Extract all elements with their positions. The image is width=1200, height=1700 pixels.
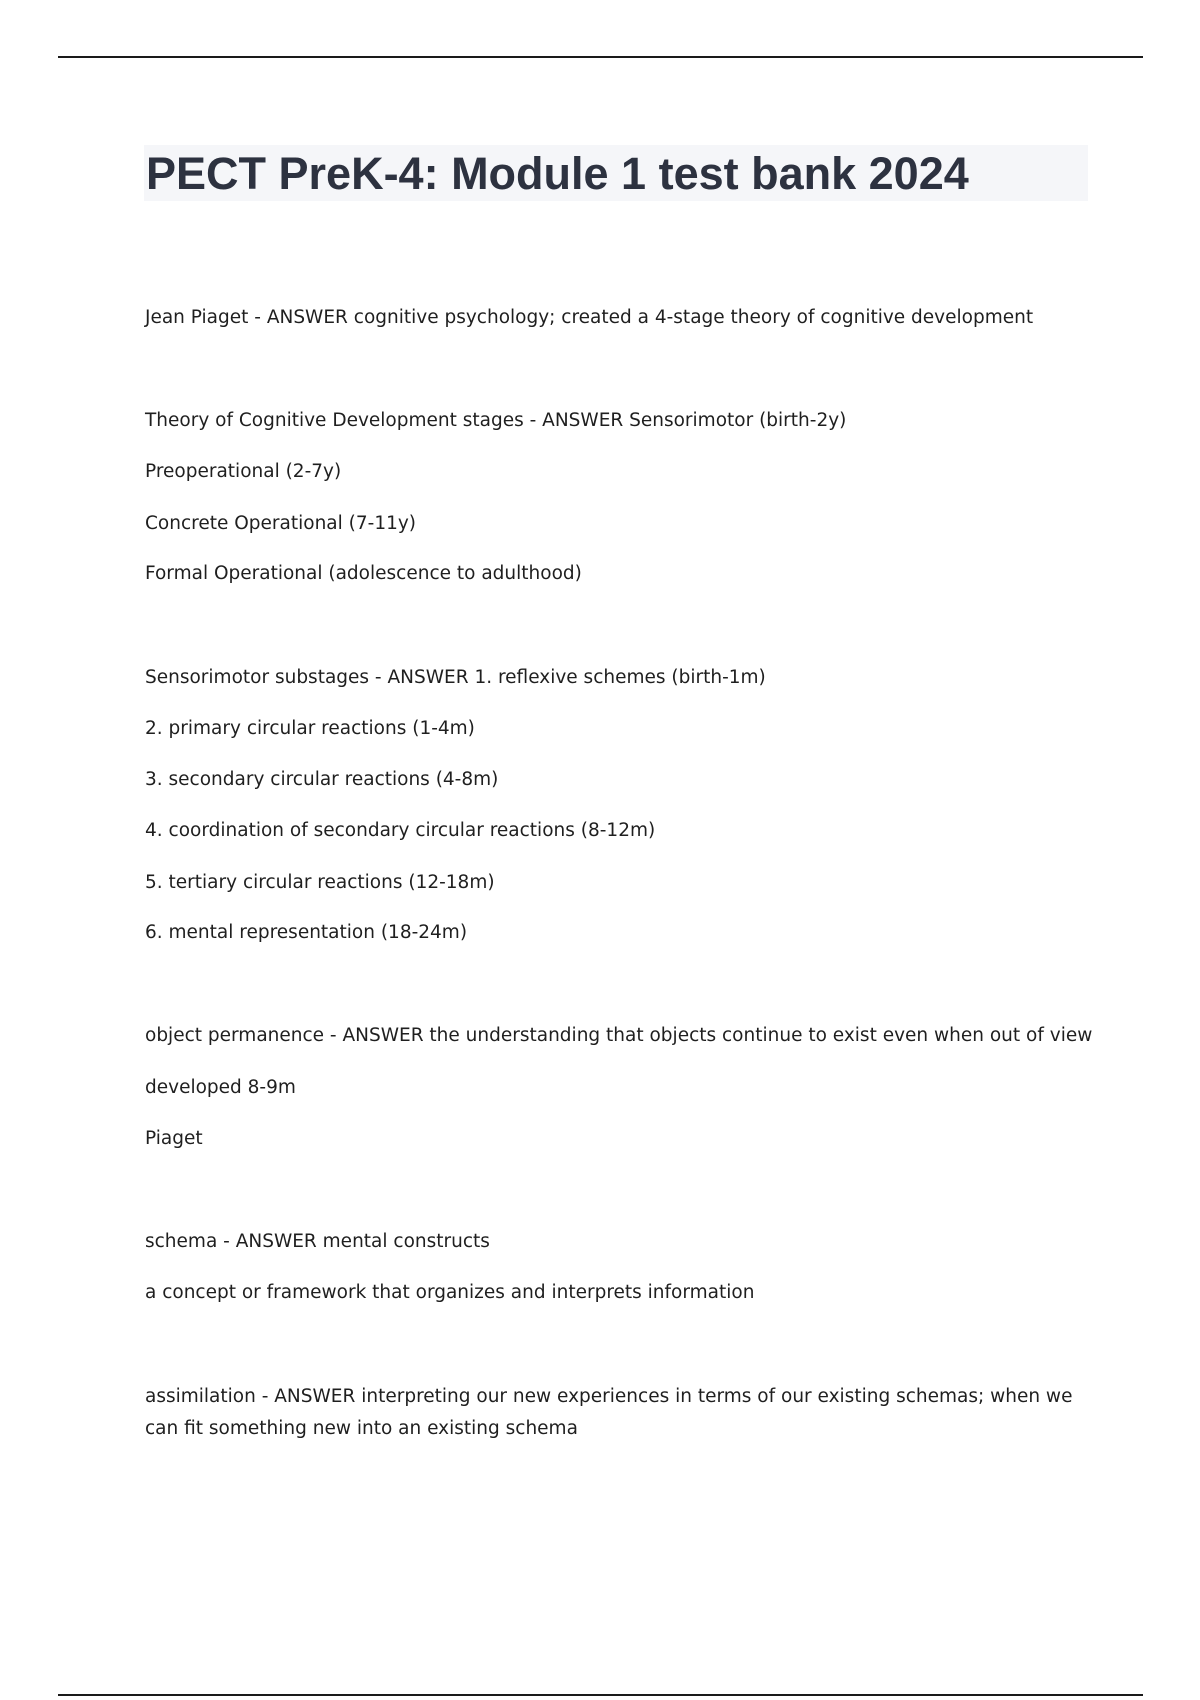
entry-line: 3. secondary circular reactions (4-8m) [145,769,499,790]
entry-line: 4. coordination of secondary circular reactions (8-12m) [145,820,656,841]
entry-line: Preoperational (2-7y) [145,461,342,482]
entry-line: 2. primary circular reactions (1-4m) [145,718,475,739]
entry-line: Formal Operational (adolescence to adulthood) [145,563,582,584]
entry-schema: schema - ANSWER mental constructs [145,1231,490,1252]
entry-assimilation: assimilation - ANSWER interpreting our new experiences in terms of our existing schemas; when we can fit something new into an existing schema [145,1386,1073,1439]
footer-rule [58,1694,1143,1696]
entry-line: a concept or framework that organizes and interprets information [145,1282,755,1303]
entry-jean-piaget: Jean Piaget - ANSWER cognitive psychology; created a 4-stage theory of cognitive development [145,307,1034,328]
entry-line: 6. mental representation (18-24m) [145,922,468,943]
header-rule [58,56,1143,58]
entry-line: 5. tertiary circular reactions (12-18m) [145,872,495,893]
entry-line: developed 8-9m [145,1077,296,1098]
entry-sensorimotor-substages: Sensorimotor substages - ANSWER 1. reflexive schemes (birth-1m) [145,667,766,688]
page-title: PECT PreK-4: Module 1 test bank 2024 [146,148,969,199]
entry-line: Concrete Operational (7-11y) [145,513,417,534]
entry-cognitive-stages: Theory of Cognitive Development stages - ANSWER Sensorimotor (birth-2y) [145,410,847,431]
entry-object-permanence: object permanence - ANSWER the understanding that objects continue to exist even when out of view [145,1025,1093,1046]
entry-line: Piaget [145,1128,203,1149]
